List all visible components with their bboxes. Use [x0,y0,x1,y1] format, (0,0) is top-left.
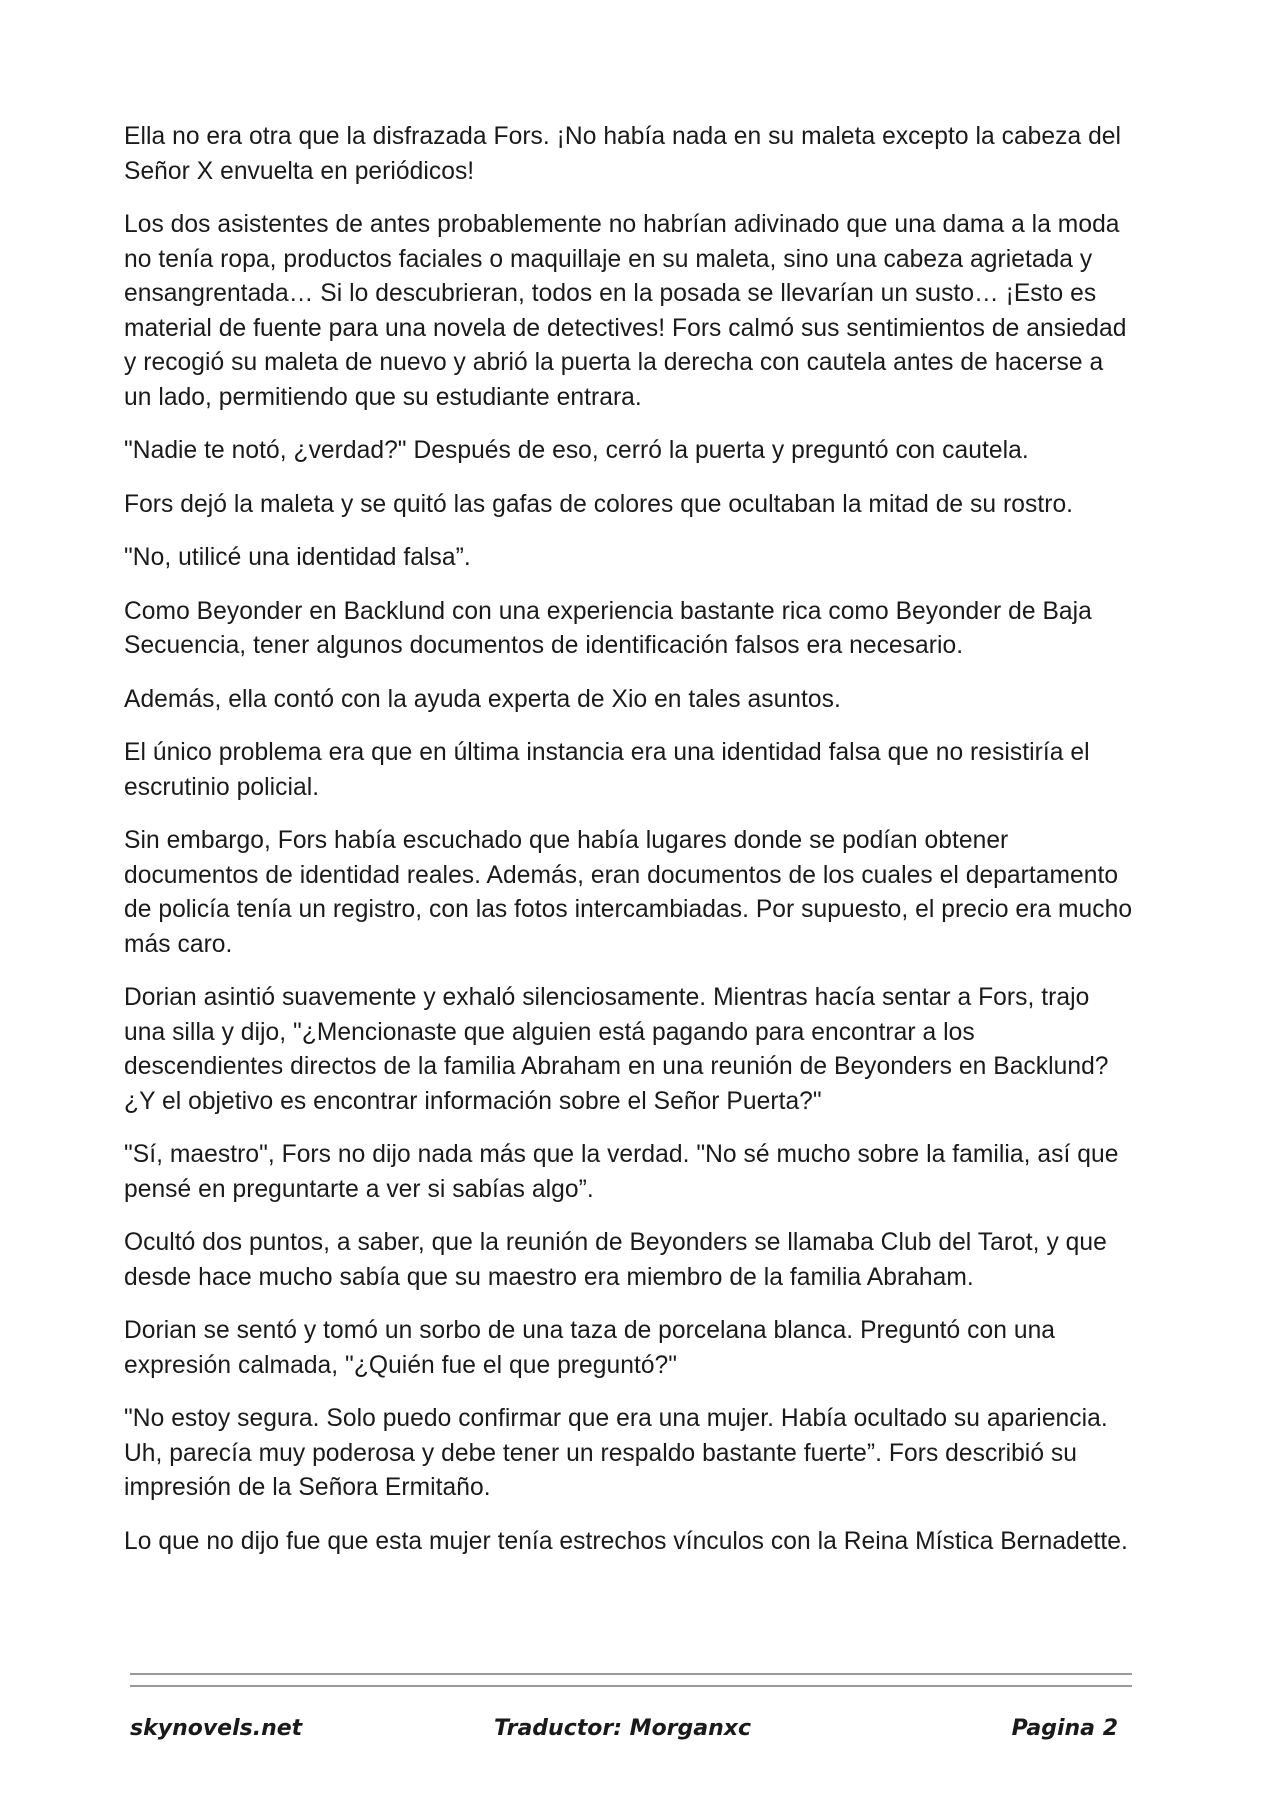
footer-page-number: Pagina 2 [1011,1716,1118,1741]
paragraph: Dorian asintió suavemente y exhaló silenciosamente. Mientras hacía sentar a Fors, trajo una silla y dijo, "¿Mencionaste que alguien está pagando para encontrar a los descendientes directos de la familia Abraham en una reunión de Beyonders en Backlund? ¿Y el objetivo es encontrar información sobre el Señor Puerta?" [124,984,1109,1115]
paragraph: "No estoy segura. Solo puedo confirmar que era una mujer. Había ocultado su apariencia. Uh, parecía muy poderosa y debe tener un respaldo bastante fuerte”. Fors describió su impresión de la Señora Ermitaño. [124,1405,1108,1501]
footer-divider-bottom [130,1685,1132,1687]
paragraph: Ocultó dos puntos, a saber, que la reunión de Beyonders se llamaba Club del Tarot, y que desde hace mucho sabía que su maestro era miembro de la familia Abraham. [124,1229,1107,1291]
paragraph: Además, ella contó con la ayuda experta de Xio en tales asuntos. [124,685,841,713]
footer-site: skynovels.net [130,1716,303,1741]
paragraph: El único problema era que en última instancia era una identidad falsa que no resistiría el escrutinio policial. [124,739,1090,801]
paragraph: Fors dejó la maleta y se quitó las gafas de colores que ocultaban la mitad de su rostro. [124,490,1074,518]
paragraph: "Nadie te notó, ¿verdad?" Después de eso, cerró la puerta y preguntó con cautela. [124,437,1029,464]
paragraph: Dorian se sentó y tomó un sorbo de una taza de porcelana blanca. Preguntó con una expresión calmada, "¿Quién fue el que preguntó?" [124,1317,1056,1379]
paragraph: Lo que no dijo fue que esta mujer tenía estrechos vínculos con la Reina Mística Bernadette. [124,1527,1128,1555]
paragraph: Como Beyonder en Backlund con una experiencia bastante rica como Beyonder de Baja Secuencia, tener algunos documentos de identificación falsos era necesario. [124,597,1092,659]
paragraph: Ella no era otra que la disfrazada Fors. ¡No había nada en su maleta excepto la cabeza del Señor X envuelta en periódicos! [124,123,1122,185]
paragraph: "No, utilicé una identidad falsa”. [124,544,471,571]
paragraph: Sin embargo, Fors había escuchado que había lugares donde se podían obtener documentos de identidad reales. Además, eran documentos de los cuales el departamento de policía tenía un registro, con las fotos intercambiadas. Por supuesto, el precio era mucho más caro. [124,827,1133,958]
paragraph: Los dos asistentes de antes probablemente no habrían adivinado que una dama a la moda no tenía ropa, productos faciales o maquillaje en su maleta, sino una cabeza agrietada y ensangrentada… Si lo descubrieran, todos en la posada se llevarían un susto… ¡Esto es material de fuente para una novela de detectives! Fors calmó sus sentimientos de ansiedad y recogió su maleta de nuevo y abrió la puerta la derecha con cautela antes de hacerse a un lado, permitiendo que su estudiante entrara. [124,211,1127,411]
paragraph: "Sí, maestro", Fors no dijo nada más que la verdad. "No sé mucho sobre la familia, así que pensé en preguntarte a ver si sabías algo”. [124,1141,1119,1203]
footer-translator: Traductor: Morganxc [494,1716,752,1741]
document-body [124,120,1134,1578]
footer-divider-top [130,1673,1132,1675]
